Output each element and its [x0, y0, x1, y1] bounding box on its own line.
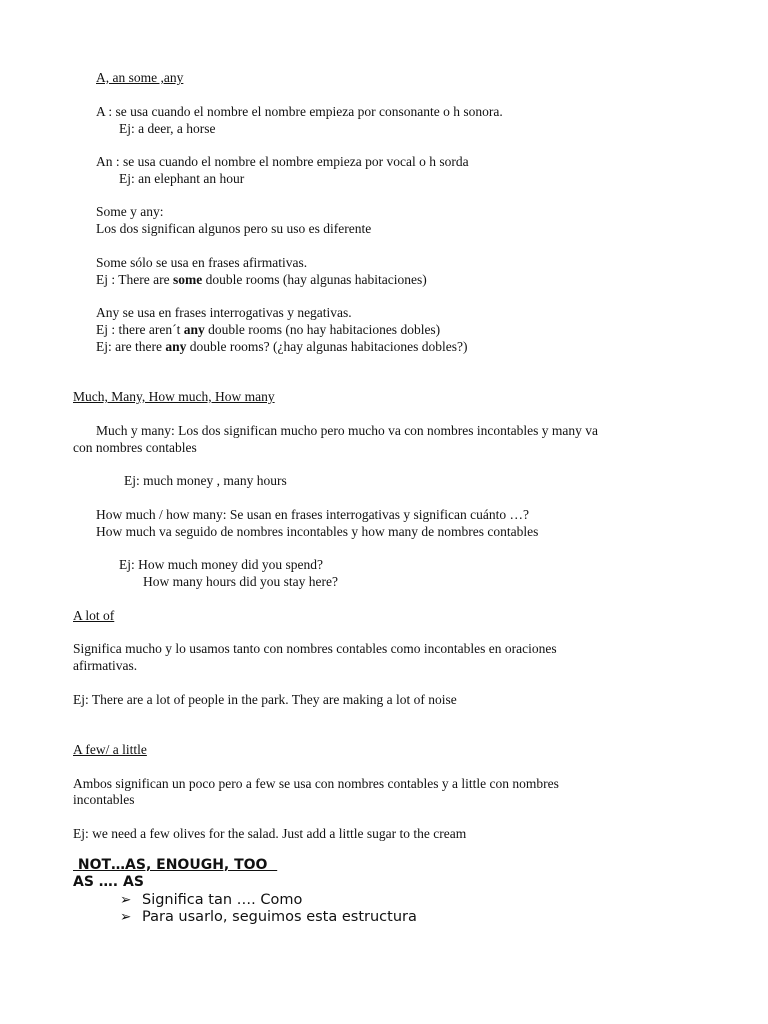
- as-as-subheading: AS …. AS: [73, 874, 144, 890]
- a-few-desc-line-1: Ambos significan un poco pero a few se usa con nombres contables y a little con nombres: [73, 776, 559, 791]
- some-example-emphasis: some: [172, 272, 203, 287]
- a-few-desc-line-2: incontables: [73, 792, 135, 807]
- how-much-example-1: Ej: How much money did you spend?: [119, 557, 323, 572]
- some-any-description: Los dos significan algunos pero su uso es diferente: [96, 221, 372, 236]
- some-any-title: Some y any:: [96, 204, 164, 219]
- arrow-bullet-icon: ➢: [120, 909, 132, 925]
- any-example-1-post: double rooms (no hay habitaciones dobles): [204, 322, 441, 337]
- arrow-bullet-icon: ➢: [120, 892, 132, 908]
- much-many-paragraph-line-2: con nombres contables: [73, 440, 197, 455]
- section-heading-articles: A, an some ,any: [96, 70, 184, 85]
- how-much-example-2: How many hours did you stay here?: [143, 574, 338, 589]
- a-example-text: Ej: a deer, a horse: [119, 121, 216, 136]
- much-many-example: Ej: much money , many hours: [124, 473, 287, 488]
- section-heading-much-many: Much, Many, How much, How many: [73, 389, 275, 404]
- a-lot-of-desc-line-2: afirmativas.: [73, 658, 138, 673]
- how-much-line-2: How much va seguido de nombres incontables y how many de nombres contables: [96, 524, 539, 539]
- a-lot-of-desc-line-1: Significa mucho y lo usamos tanto con nombres contables como incontables en oraciones: [73, 641, 557, 656]
- some-example-pre: Ej : There are: [96, 272, 173, 287]
- section-heading-a-lot-of: A lot of: [73, 608, 115, 623]
- any-rule-text: Any se usa en frases interrogativas y negativas.: [96, 305, 352, 320]
- much-many-paragraph-line-1: Much y many: Los dos significan mucho pero mucho va con nombres incontables y many va: [96, 423, 599, 438]
- an-example-text: Ej: an elephant an hour: [119, 171, 245, 186]
- any-example-2: [96, 338, 468, 355]
- bullet-item: [120, 909, 417, 926]
- any-example-2-post: double rooms? (¿hay algunas habitaciones dobles?): [186, 339, 468, 354]
- some-example-text: [96, 271, 427, 288]
- bullet-item: [120, 892, 302, 909]
- any-example-1-emphasis: any: [183, 322, 205, 337]
- bullet-text: Para usarlo, seguimos esta estructura: [142, 909, 417, 925]
- bullet-text: Significa tan …. Como: [142, 892, 303, 908]
- some-rule-text: Some sólo se usa en frases afirmativas.: [96, 255, 308, 270]
- a-rule-text: A : se usa cuando el nombre el nombre empieza por consonante o h sonora.: [96, 104, 503, 119]
- a-few-example: Ej: we need a few olives for the salad. Just add a little sugar to the cream: [73, 826, 467, 841]
- some-example-post: double rooms (hay algunas habitaciones): [202, 272, 427, 287]
- how-much-line-1: How much / how many: Se usan en frases interrogativas y significan cuánto …?: [96, 507, 530, 522]
- any-example-1: [96, 321, 440, 338]
- any-example-2-pre: Ej: are there: [96, 339, 166, 354]
- section-heading-a-few-a-little: A few/ a little: [73, 742, 147, 757]
- an-rule-text: An : se usa cuando el nombre el nombre empieza por vocal o h sorda: [96, 154, 469, 169]
- any-example-2-emphasis: any: [165, 339, 187, 354]
- any-example-1-pre: Ej : there aren´t: [96, 322, 184, 337]
- section-heading-not-as: NOT…AS, ENOUGH, TOO: [73, 857, 278, 873]
- a-lot-of-example: Ej: There are a lot of people in the park. They are making a lot of noise: [73, 692, 457, 707]
